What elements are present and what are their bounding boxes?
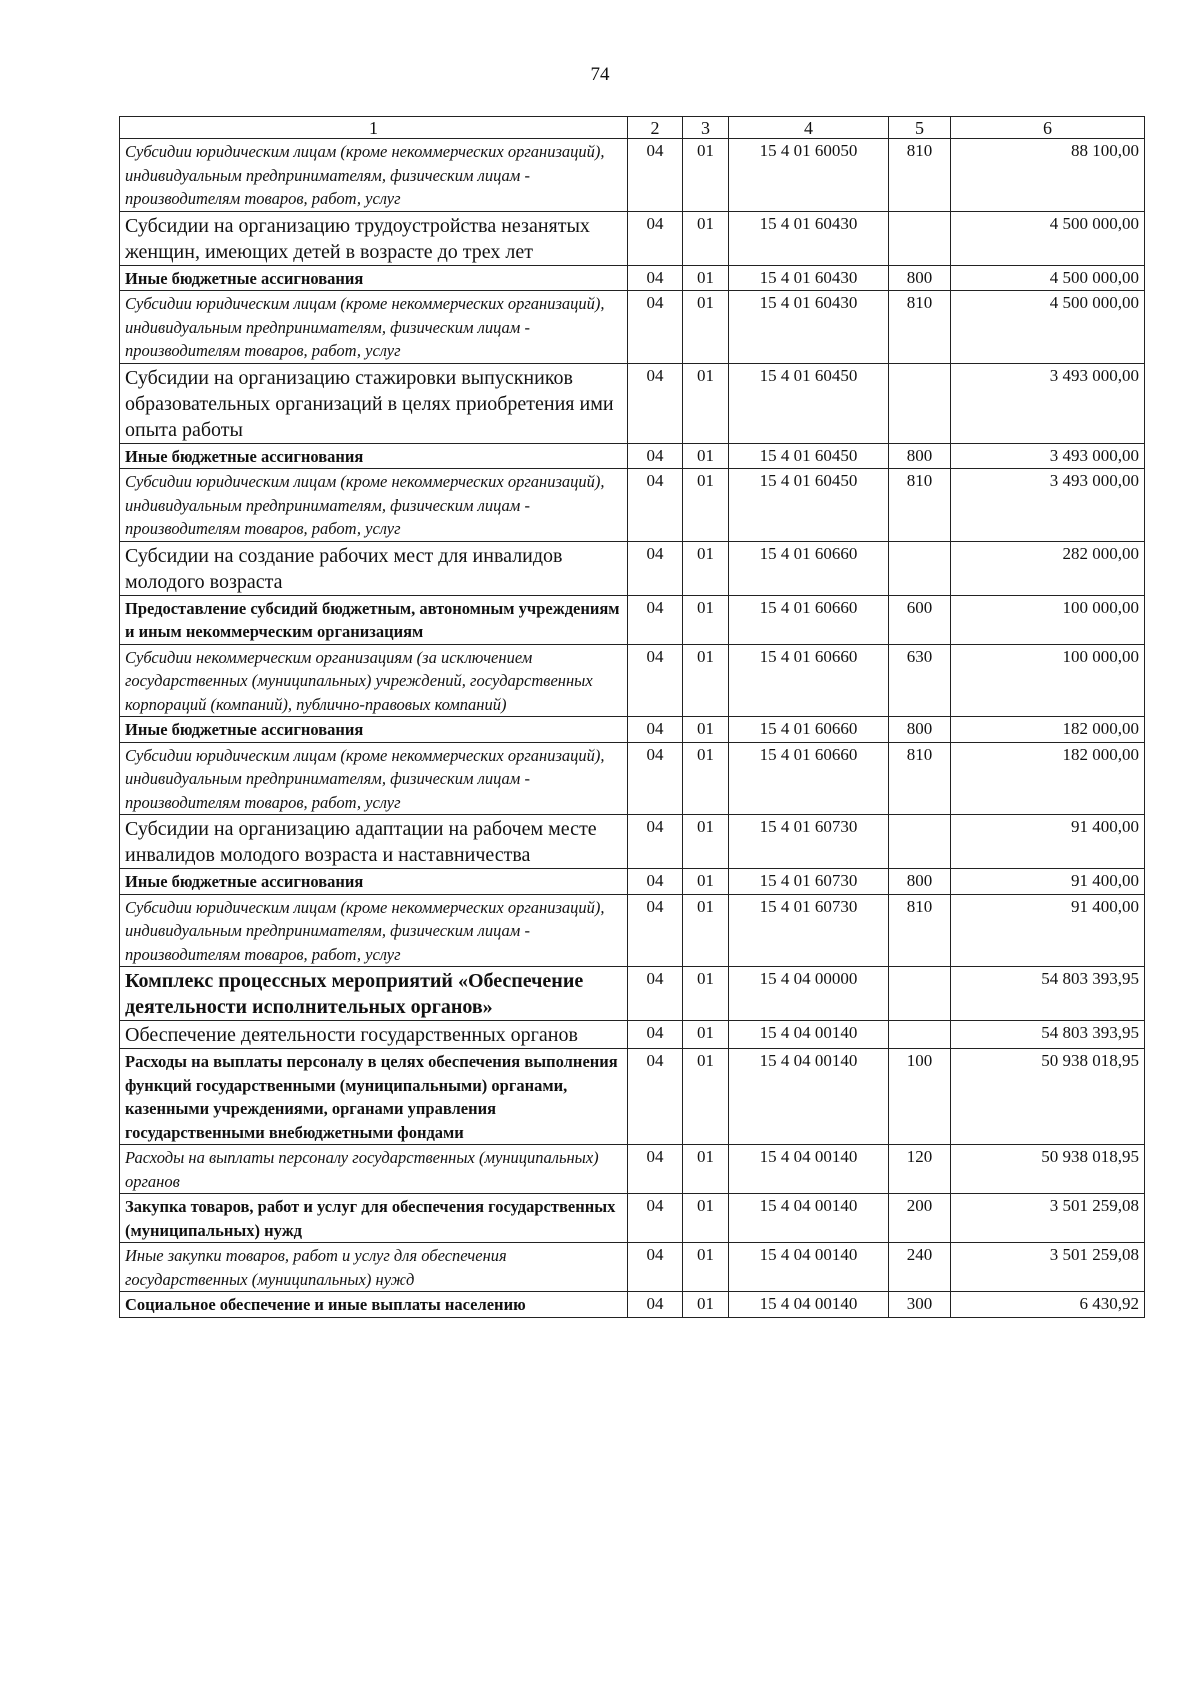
table-row	[120, 815, 1145, 869]
row-expense-type: 800	[889, 443, 951, 469]
table-row	[120, 1049, 1145, 1145]
row-subsection: 01	[683, 1049, 729, 1145]
row-target-code: 15 4 01 60430	[729, 211, 889, 265]
row-amount: 54 803 393,95	[951, 967, 1145, 1021]
row-name: Субсидии на организацию адаптации на рабочем месте инвалидов молодого возраста и наставничества	[120, 815, 628, 869]
table-row	[120, 1021, 1145, 1049]
row-expense-type: 800	[889, 265, 951, 291]
row-amount: 282 000,00	[951, 541, 1145, 595]
row-section: 04	[628, 967, 683, 1021]
row-section: 04	[628, 1049, 683, 1145]
row-name: Расходы на выплаты персоналу в целях обеспечения выполнения функций государственными (муниципальными) органами, казенными учреждениями, органами управления государственными внебюджетными фондами	[120, 1049, 628, 1145]
row-name: Субсидии юридическим лицам (кроме некоммерческих организаций), индивидуальным предпринимателям, физическим лицам - производителям товаров, работ, услуг	[120, 291, 628, 364]
row-expense-type: 600	[889, 595, 951, 644]
table-row	[120, 1292, 1145, 1318]
row-subsection: 01	[683, 363, 729, 443]
row-subsection: 01	[683, 291, 729, 364]
row-expense-type: 120	[889, 1145, 951, 1194]
row-expense-type: 800	[889, 869, 951, 895]
row-subsection: 01	[683, 1194, 729, 1243]
row-expense-type: 100	[889, 1049, 951, 1145]
row-section: 04	[628, 139, 683, 212]
row-target-code: 15 4 01 60660	[729, 644, 889, 717]
row-expense-type	[889, 211, 951, 265]
row-section: 04	[628, 1145, 683, 1194]
row-expense-type	[889, 1021, 951, 1049]
row-subsection: 01	[683, 443, 729, 469]
table-row	[120, 363, 1145, 443]
row-name: Субсидии юридическим лицам (кроме некоммерческих организаций), индивидуальным предпринимателям, физическим лицам - производителям товаров, работ, услуг	[120, 469, 628, 542]
row-expense-type: 630	[889, 644, 951, 717]
row-target-code: 15 4 04 00140	[729, 1049, 889, 1145]
row-target-code: 15 4 04 00140	[729, 1243, 889, 1292]
row-name: Социальное обеспечение и иные выплаты населению	[120, 1292, 628, 1318]
row-name: Иные закупки товаров, работ и услуг для обеспечения государственных (муниципальных) нужд	[120, 1243, 628, 1292]
row-section: 04	[628, 717, 683, 743]
row-expense-type: 810	[889, 291, 951, 364]
row-expense-type: 810	[889, 139, 951, 212]
row-expense-type: 810	[889, 742, 951, 815]
row-amount: 91 400,00	[951, 815, 1145, 869]
row-section: 04	[628, 1243, 683, 1292]
row-name: Закупка товаров, работ и услуг для обеспечения государственных (муниципальных) нужд	[120, 1194, 628, 1243]
table-row	[120, 644, 1145, 717]
row-name: Субсидии на создание рабочих мест для инвалидов молодого возраста	[120, 541, 628, 595]
table-row	[120, 894, 1145, 967]
header-col-4: 4	[729, 117, 889, 139]
table-row	[120, 211, 1145, 265]
row-section: 04	[628, 363, 683, 443]
row-amount: 3 501 259,08	[951, 1243, 1145, 1292]
row-name: Субсидии юридическим лицам (кроме некоммерческих организаций), индивидуальным предпринимателям, физическим лицам - производителям товаров, работ, услуг	[120, 894, 628, 967]
row-name: Субсидии некоммерческим организациям (за исключением государственных (муниципальных) учреждений, государственных корпораций (компаний), публично-правовых компаний)	[120, 644, 628, 717]
header-col-2: 2	[628, 117, 683, 139]
header-col-5: 5	[889, 117, 951, 139]
row-section: 04	[628, 742, 683, 815]
row-expense-type: 810	[889, 469, 951, 542]
row-expense-type: 800	[889, 717, 951, 743]
row-section: 04	[628, 1194, 683, 1243]
row-section: 04	[628, 894, 683, 967]
table-row	[120, 595, 1145, 644]
row-amount: 100 000,00	[951, 595, 1145, 644]
row-target-code: 15 4 01 60430	[729, 291, 889, 364]
row-subsection: 01	[683, 469, 729, 542]
table-row	[120, 265, 1145, 291]
row-subsection: 01	[683, 967, 729, 1021]
row-amount: 3 493 000,00	[951, 469, 1145, 542]
table-row	[120, 291, 1145, 364]
row-name: Субсидии юридическим лицам (кроме некоммерческих организаций), индивидуальным предпринимателям, физическим лицам - производителям товаров, работ, услуг	[120, 139, 628, 212]
row-subsection: 01	[683, 541, 729, 595]
row-amount: 100 000,00	[951, 644, 1145, 717]
table-row	[120, 541, 1145, 595]
header-col-1: 1	[120, 117, 628, 139]
row-section: 04	[628, 443, 683, 469]
row-name: Иные бюджетные ассигнования	[120, 443, 628, 469]
row-section: 04	[628, 595, 683, 644]
row-amount: 54 803 393,95	[951, 1021, 1145, 1049]
table-row	[120, 443, 1145, 469]
row-expense-type	[889, 967, 951, 1021]
table-row	[120, 1145, 1145, 1194]
row-amount: 4 500 000,00	[951, 291, 1145, 364]
row-target-code: 15 4 01 60050	[729, 139, 889, 212]
row-target-code: 15 4 04 00140	[729, 1021, 889, 1049]
row-amount: 4 500 000,00	[951, 211, 1145, 265]
row-subsection: 01	[683, 211, 729, 265]
table-row	[120, 869, 1145, 895]
row-name: Комплекс процессных мероприятий «Обеспечение деятельности исполнительных органов»	[120, 967, 628, 1021]
row-expense-type: 810	[889, 894, 951, 967]
row-section: 04	[628, 291, 683, 364]
row-expense-type: 240	[889, 1243, 951, 1292]
row-expense-type: 200	[889, 1194, 951, 1243]
row-name: Субсидии юридическим лицам (кроме некоммерческих организаций), индивидуальным предпринимателям, физическим лицам - производителям товаров, работ, услуг	[120, 742, 628, 815]
row-section: 04	[628, 1021, 683, 1049]
row-amount: 50 938 018,95	[951, 1049, 1145, 1145]
row-name: Иные бюджетные ассигнования	[120, 717, 628, 743]
row-target-code: 15 4 01 60730	[729, 869, 889, 895]
row-expense-type	[889, 541, 951, 595]
row-target-code: 15 4 01 60660	[729, 595, 889, 644]
row-target-code: 15 4 01 60730	[729, 815, 889, 869]
table-row	[120, 717, 1145, 743]
row-amount: 91 400,00	[951, 894, 1145, 967]
row-target-code: 15 4 01 60660	[729, 742, 889, 815]
row-section: 04	[628, 265, 683, 291]
budget-table	[119, 116, 1145, 1318]
row-subsection: 01	[683, 742, 729, 815]
table-row	[120, 1194, 1145, 1243]
row-amount: 3 501 259,08	[951, 1194, 1145, 1243]
row-target-code: 15 4 01 60450	[729, 469, 889, 542]
row-amount: 4 500 000,00	[951, 265, 1145, 291]
row-subsection: 01	[683, 894, 729, 967]
table-row	[120, 469, 1145, 542]
row-section: 04	[628, 541, 683, 595]
row-subsection: 01	[683, 1145, 729, 1194]
row-amount: 3 493 000,00	[951, 363, 1145, 443]
row-target-code: 15 4 04 00140	[729, 1194, 889, 1243]
row-section: 04	[628, 869, 683, 895]
row-name: Субсидии на организацию трудоустройства незанятых женщин, имеющих детей в возрасте до трех лет	[120, 211, 628, 265]
row-target-code: 15 4 01 60660	[729, 717, 889, 743]
row-target-code: 15 4 01 60730	[729, 894, 889, 967]
row-name: Субсидии на организацию стажировки выпускников образовательных организаций в целях приобретения ими опыта работы	[120, 363, 628, 443]
row-subsection: 01	[683, 717, 729, 743]
table-row	[120, 139, 1145, 212]
row-subsection: 01	[683, 595, 729, 644]
row-target-code: 15 4 01 60450	[729, 443, 889, 469]
row-expense-type	[889, 815, 951, 869]
row-name: Расходы на выплаты персоналу государственных (муниципальных) органов	[120, 1145, 628, 1194]
row-subsection: 01	[683, 1243, 729, 1292]
row-name: Иные бюджетные ассигнования	[120, 265, 628, 291]
row-name: Обеспечение деятельности государственных органов	[120, 1021, 628, 1049]
row-target-code: 15 4 04 00140	[729, 1292, 889, 1318]
row-expense-type	[889, 363, 951, 443]
row-target-code: 15 4 04 00000	[729, 967, 889, 1021]
page-number: 74	[590, 64, 610, 85]
row-amount: 88 100,00	[951, 139, 1145, 212]
row-subsection: 01	[683, 644, 729, 717]
row-subsection: 01	[683, 1021, 729, 1049]
row-amount: 6 430,92	[951, 1292, 1145, 1318]
row-expense-type: 300	[889, 1292, 951, 1318]
header-col-6: 6	[951, 117, 1145, 139]
row-target-code: 15 4 01 60660	[729, 541, 889, 595]
row-name: Иные бюджетные ассигнования	[120, 869, 628, 895]
row-amount: 182 000,00	[951, 742, 1145, 815]
row-name: Предоставление субсидий бюджетным, автономным учреждениям и иным некоммерческим организациям	[120, 595, 628, 644]
table-row	[120, 742, 1145, 815]
row-target-code: 15 4 04 00140	[729, 1145, 889, 1194]
row-section: 04	[628, 211, 683, 265]
table-row	[120, 1243, 1145, 1292]
row-subsection: 01	[683, 265, 729, 291]
row-section: 04	[628, 1292, 683, 1318]
row-amount: 50 938 018,95	[951, 1145, 1145, 1194]
row-subsection: 01	[683, 869, 729, 895]
row-section: 04	[628, 644, 683, 717]
row-amount: 91 400,00	[951, 869, 1145, 895]
header-col-3: 3	[683, 117, 729, 139]
header-row	[120, 117, 1145, 139]
row-amount: 182 000,00	[951, 717, 1145, 743]
row-section: 04	[628, 469, 683, 542]
table-body	[120, 139, 1145, 1318]
row-subsection: 01	[683, 1292, 729, 1318]
row-subsection: 01	[683, 815, 729, 869]
row-section: 04	[628, 815, 683, 869]
row-target-code: 15 4 01 60430	[729, 265, 889, 291]
row-amount: 3 493 000,00	[951, 443, 1145, 469]
row-target-code: 15 4 01 60450	[729, 363, 889, 443]
table-row	[120, 967, 1145, 1021]
row-subsection: 01	[683, 139, 729, 212]
